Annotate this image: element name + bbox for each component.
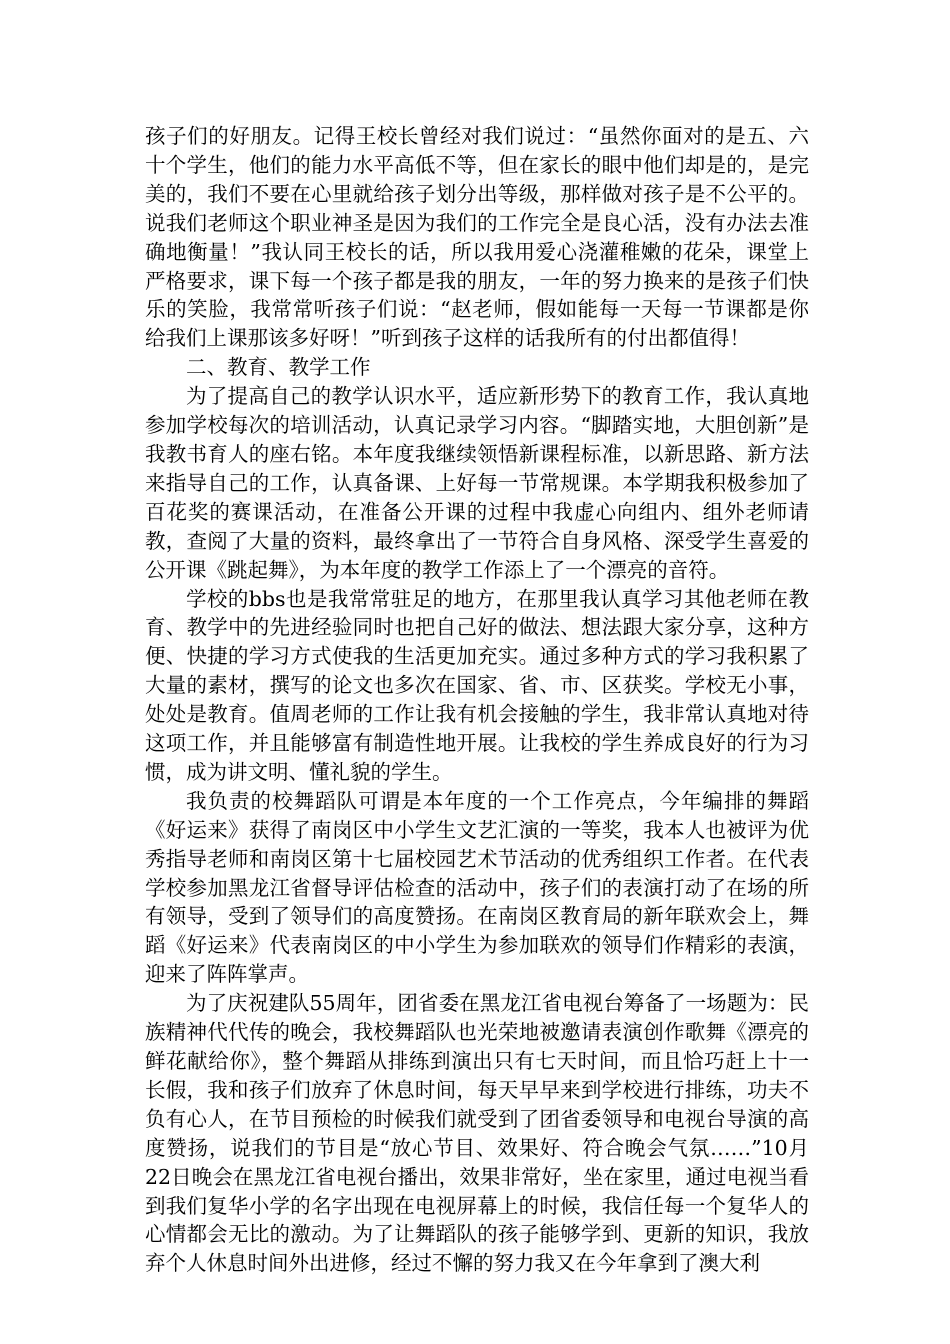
document-page [145, 122, 809, 1278]
section-heading: 二、教育、教学工作 [186, 355, 371, 380]
paragraph-continuation: 孩子们的好朋友。记得王校长曾经对我们说过：“虽然你面对的是五、六十个学生，他们的能力水平高低不等，但在家长的眼中他们却是的，是完美的，我们不要在心里就给孩子划分出等级，那样做对孩子是不公平的。说我们老师这个职业神圣是因为我们的工作完全是良心活，没有办法去准确地衡量！”我认同王校长的话，所以我用爱心浇灌稚嫩的花朵，课堂上严格要求，课下每一个孩子都是我的朋友，一年的努力换来的是孩子们快乐的笑脸，我常常听孩子们说：“赵老师，假如能每一天每一节课都是你给我们上课那该多好呀！”听到孩子这样的话我所有的付出都值得！ [145, 124, 809, 351]
paragraph-anniversary: 为了庆祝建队55周年，团省委在黑龙江省电视台筹备了一场题为：民族精神代代传的晚会，我校舞蹈队也光荣地被邀请表演创作歌舞《漂亮的鲜花献给你》，整个舞蹈从排练到演出只有七天时间，而且恰巧赶上十一长假，我和孩子们放弃了休息时间，每天早早来到学校进行排练，功夫不负有心人，在节目预检的时候我们就受到了团省委领导和电视台导演的高度赞扬，说我们的节目是“放心节目、效果好、符合晚会气氛……”10月22日晚会在黑龙江省电视台播出，效果非常好，坐在家里，通过电视当看到我们复华小学的名字出现在电视屏幕上的时候，我信任每一个复华人的心情都会无比的激动。为了让舞蹈队的孩子能够学到、更新的知识，我放弃个人休息时间外出进修，经过不懈的努力我又在今年拿到了澳大利 [145, 991, 809, 1276]
paragraph-bbs: 学校的bbs也是我常常驻足的地方，在那里我认真学习其他老师在教育、教学中的先进经验同时也把自己好的做法、想法跟大家分享，这种方便、快捷的学习方式使我的生活更加充实。通过多种方式的学习我积累了大量的素材，撰写的论文也多次在国家、省、市、区获奖。学校无小事，处处是教育。值周老师的工作让我有机会接触的学生，我非常认真地对待这项工作，并且能够富有制造性地开展。让我校的学生养成良好的行为习惯，成为讲文明、懂礼貌的学生。 [145, 586, 809, 784]
paragraph-dance-team: 我负责的校舞蹈队可谓是本年度的一个工作亮点，今年编排的舞蹈《好运来》获得了南岗区中小学生文艺汇演的一等奖，我本人也被评为优秀指导老师和南岗区第十七届校园艺术节活动的优秀组织工作者。在代表学校参加黑龙江省督导评估检查的活动中，孩子们的表演打动了在场的所有领导，受到了领导们的高度赞扬。在南岗区教育局的新年联欢会上，舞蹈《好运来》代表南岗区的中小学生为参加联欢的领导们作精彩的表演，迎来了阵阵掌声。 [145, 788, 809, 987]
paragraph-teaching: 为了提高自己的教学认识水平，适应新形势下的教育工作，我认真地参加学校每次的培训活动，认真记录学习内容。“脚踏实地，大胆创新”是我教书育人的座右铭。本年度我继续领悟新课程标准，以新思路、新方法来指导自己的工作，认真备课、上好每一节常规课。本学期我积极参加了百花奖的赛课活动，在准备公开课的过程中我虚心向组内、组外老师请教，查阅了大量的资料，最终拿出了一节符合自身风格、深受学生喜爱的公开课《跳起舞》，为本年度的教学工作添上了一个漂亮的音符。 [145, 384, 809, 582]
